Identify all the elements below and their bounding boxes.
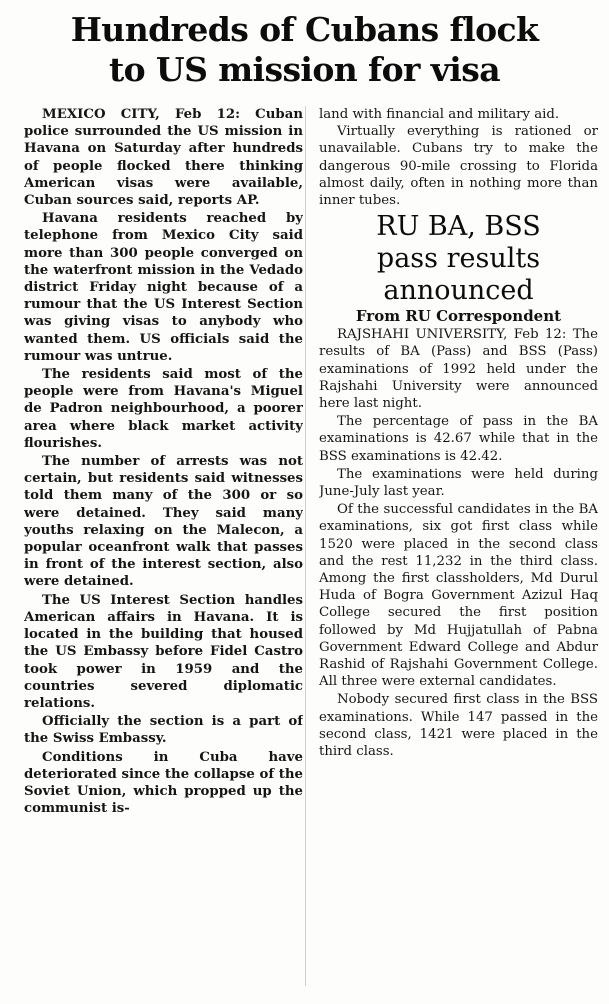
article-columns — [24, 106, 598, 1004]
paragraph-continued: land with financial and military aid. — [319, 107, 560, 122]
paragraph: Conditions in Cuba have deteriorated since the collapse of the Soviet Union, which propped up the communist is- — [24, 749, 303, 817]
paragraph: Of the successful candidates in the BA examinations, six got first class while 1520 were placed in the second class and the rest 11,232 in the third class. Among the first classholders, Md Durul Huda of Bogra Government Azizul Haq College secured the first position followed by Md Hujjatullah of Pabna Government Edward College and Abdur Rashid of Rajshahi Government College. All three were external candidates. — [319, 502, 598, 690]
subheadline-line-2: pass results — [376, 243, 541, 275]
paragraph: The US Interest Section handles American affairs in Havana. It is located in the building that housed the US Embassy before Fidel Castro took power in 1959 and the countries severed diplomatic relations. — [24, 592, 303, 711]
byline: From RU Correspondent — [355, 307, 562, 326]
paragraph: Officially the section is a part of the Swiss Embassy. — [24, 714, 303, 747]
subheadline — [319, 211, 598, 307]
paragraph: The number of arrests was not certain, but residents said witnesses told them many of the 300 or so were detained. They said many youths relaxing on the Malecon, a popular oceanfront walk that passes in front of the interest section, also were detained. — [24, 454, 303, 590]
headline-line-1: Hundreds of Cubans flock — [70, 10, 539, 49]
paragraph: Virtually everything is rationed or unavailable. Cubans try to make the dangerous 90-mile crossing to Florida almost daily, often in nothing more than inner tubes. — [319, 124, 598, 209]
paragraph: RAJSHAHI UNIVERSITY, Feb 12: The results of BA (Pass) and BSS (Pass) examinations of 1992 held under the Rajshahi University were announced here last night. — [319, 327, 598, 412]
paragraph: MEXICO CITY, Feb 12: Cuban police surrounded the US mission in Havana on Saturday after hundreds of people flocked there thinking American visas were available, Cuban sources said, reports AP. — [24, 107, 303, 209]
paragraph: The percentage of pass in the BA examinations is 42.67 while that in the BSS examinations is 42.42. — [319, 414, 598, 464]
paragraph: Havana residents reached by telephone from Mexico City said more than 300 people converged on the waterfront mission in the Vedado district Friday night because of a rumour that the US Interest Section was giving visas to anybody who wanted them. US officials said the rumour was untrue. — [24, 211, 303, 364]
left-column — [24, 106, 303, 1004]
subheadline-line-1: RU BA, BSS — [376, 211, 541, 243]
right-column — [319, 106, 598, 1004]
subheadline-line-3: announced — [383, 275, 534, 307]
paragraph: The examinations were held during June-July last year. — [319, 466, 598, 500]
headline-line-2: to US mission for visa — [108, 50, 501, 89]
paragraph: Nobody secured first class in the BSS examinations. While 147 passed in the second class, 1421 were placed in the third class. — [319, 692, 598, 760]
headline — [0, 0, 609, 90]
paragraph: The residents said most of the people were from Havana's Miguel de Padron neighbourhood, a poorer area where black market activity flourishes. — [24, 367, 303, 451]
